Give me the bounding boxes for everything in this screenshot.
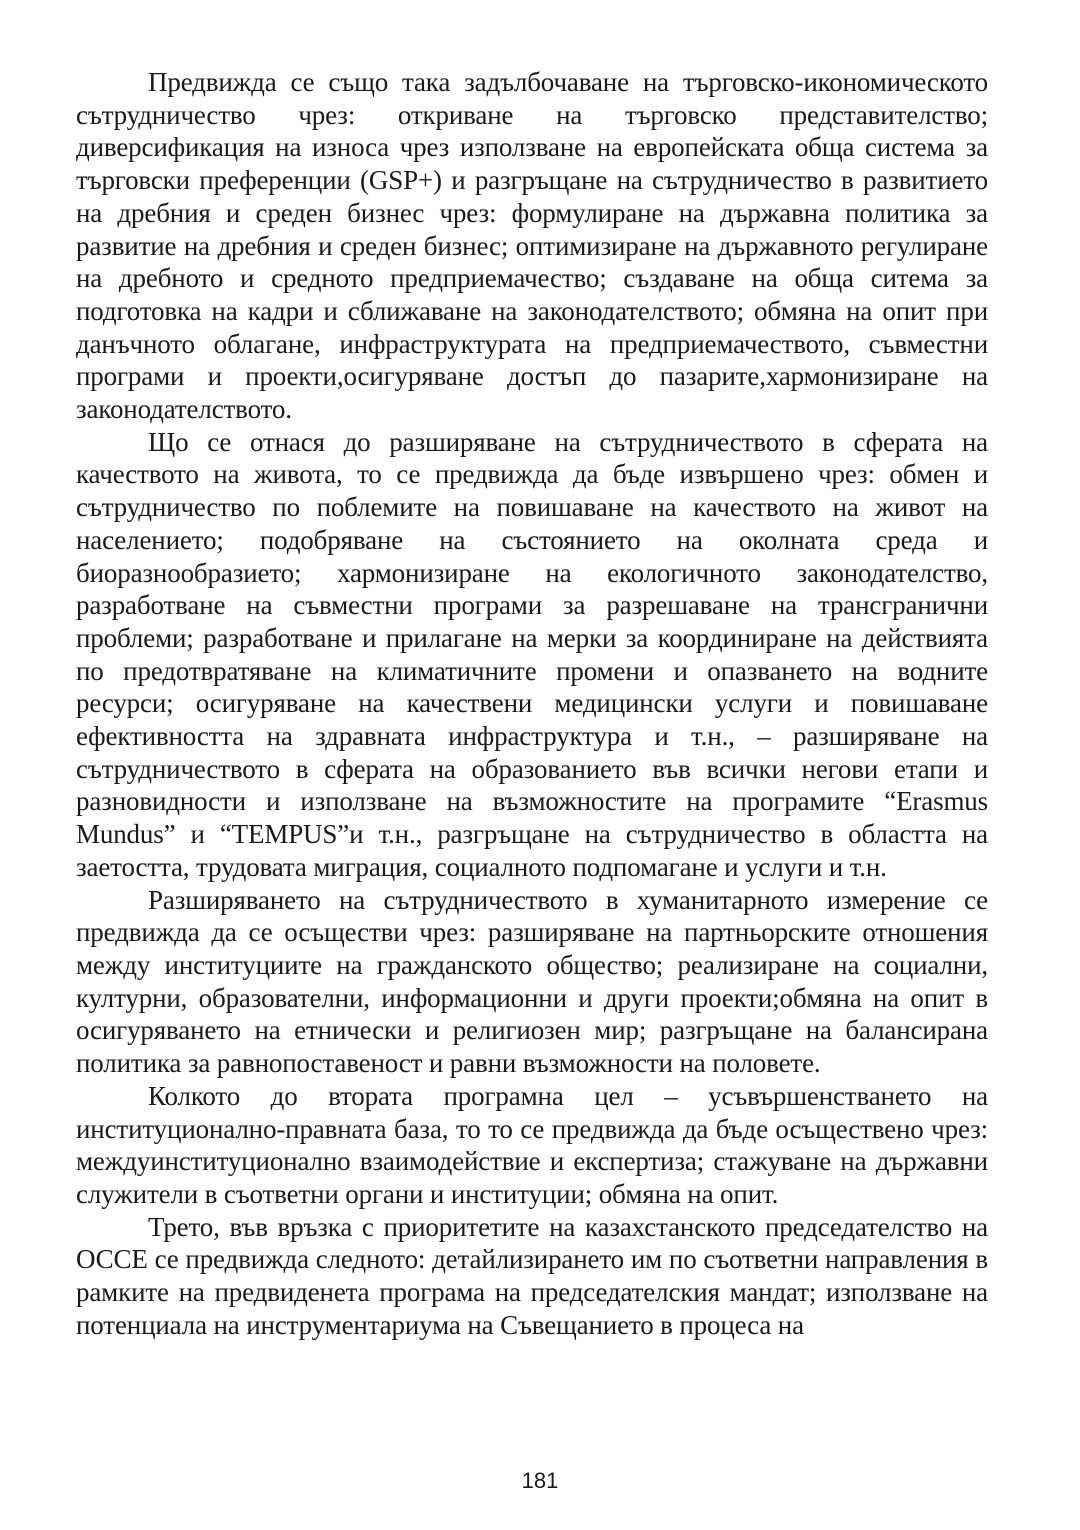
- paragraph-institutional-base: Колкото до втората програмна цел – усъвършенстването на институционално-правната база, то то се предвижда да бъде осъществено чрез: междуинституционално взаимодействие и експертиза; стажуване на държавни служители в съответни органи и институции; обмяна на опит.: [76, 1080, 988, 1209]
- page-number: 181: [521, 1468, 559, 1493]
- paragraph-quality-of-life: Що се отнася до разширяване на сътрудничеството в сферата на качеството на живота, то се предвижда да бъде извършено чрез: обмен и сътрудничество по поблемите на повишаване на качеството на живот на населението; подобряване на състоянието на околната среда и биоразнообразието; хармонизиране на екологичното законодателство, разработване на съвместни програми за разрешаване на трансгранични проблеми; разработване и прилагане на мерки за координиране на действията по предотвратяване на климатичните промени и опазването на водните ресурси; осигуряване на качествени медицински услуги и повишаване ефективността на здравната инфраструктура и т.н., – разширяване на сътрудничеството в сферата на образованието във всички негови етапи и разновидности и използване на възможностите на програмите “Erasmus Mundus” и “TEMPUS”и т.н., разгръщане на сътрудничество в областта на заетостта, трудовата миграция, социалното подпомагане и услуги и т.н.: [76, 426, 988, 882]
- paragraph-osce-chairmanship: Трето, във връзка с приоритетите на казахстанското председателство на ОССЕ се предвижда следното: детайлизирането им по съответни направления в рамките на предвиденета програма на председателския мандат; използване на потенциала на инструментариума на Съвещанието в процеса на: [76, 1211, 988, 1340]
- page-body: [76, 66, 988, 1341]
- paragraph-trade-cooperation: Предвижда се също така задълбочаване на търговско-икономическото сътрудничество чрез: откриване на търговско представителство; диверсификация на износа чрез използване на европейската обща система за търговски преференции (GSP+) и разгръщане на сътрудничество в развитието на дребния и среден бизнес чрез: формулиране на държавна политика за развитие на дребния и среден бизнес; оптимизиране на държавното регулиране на дребното и средното предприемачество; създаване на обща ситема за подготовка на кадри и сближаване на законодателството; обмяна на опит при данъчното облагане, инфраструктурата на предприемачеството, съвместни програми и проекти,осигуряване достъп до пазарите,хармонизиране на законодателството.: [76, 67, 988, 425]
- paragraph-humanitarian-dimension: Разширяването на сътрудничеството в хуманитарното измерение се предвижда да се осъществи чрез: разширяване на партньорските отношения между институциите на гражданското общество; реализиране на социални, културни, образователни, информационни и други проекти;обмяна на опит в осигуряването на етнически и религиозен мир; разгръщане на балансирана политика за равнопоставеност и равни възможности на половете.: [76, 884, 988, 1079]
